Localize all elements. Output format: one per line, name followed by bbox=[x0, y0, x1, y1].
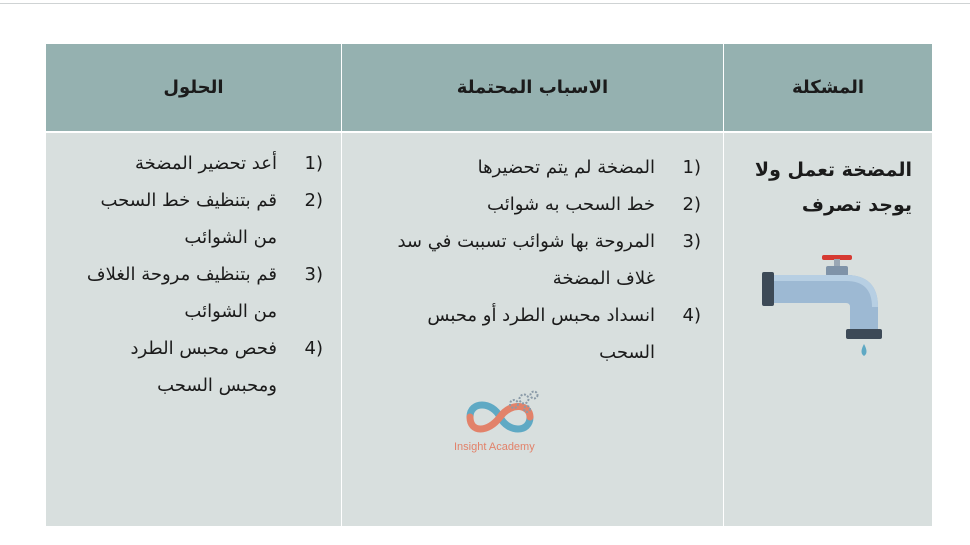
solutions-column bbox=[46, 44, 342, 526]
list-number: 3) bbox=[682, 231, 701, 252]
problem-text: المضخة تعمل ولا يوجد تصرف bbox=[754, 159, 912, 216]
list-text: أعد تحضير المضخة bbox=[134, 153, 277, 174]
list-number: 2) bbox=[682, 194, 701, 215]
solutions-list bbox=[83, 145, 323, 404]
insight-academy-logo bbox=[448, 387, 558, 463]
problem-column bbox=[724, 44, 932, 526]
problem-cell bbox=[724, 133, 932, 526]
list-item bbox=[371, 149, 701, 186]
list-text: المروحة بها شوائب تسببت في سد غلاف المضخة bbox=[397, 231, 655, 289]
list-text: قم بتنظيف مروحة الغلاف من الشوائب bbox=[86, 264, 277, 322]
header-solutions: الحلول bbox=[46, 44, 341, 133]
causes-column bbox=[342, 44, 724, 526]
infinity-gears-logo-icon bbox=[448, 387, 558, 443]
list-number: 1) bbox=[682, 157, 701, 178]
causes-cell bbox=[342, 133, 723, 526]
list-text: قم بتنظيف خط السحب من الشوائب bbox=[100, 190, 277, 248]
water-tap-icon bbox=[760, 249, 900, 384]
list-item bbox=[83, 182, 323, 256]
troubleshooting-table bbox=[46, 44, 932, 526]
list-number: 4) bbox=[682, 305, 701, 326]
list-number: 4) bbox=[304, 338, 323, 359]
list-item bbox=[371, 223, 701, 297]
list-number: 2) bbox=[304, 190, 323, 211]
list-text: خط السحب به شوائب bbox=[487, 194, 655, 215]
list-text: المضخة لم يتم تحضيرها bbox=[477, 157, 655, 178]
header-causes: الاسباب المحتملة bbox=[342, 44, 723, 133]
list-item bbox=[83, 330, 323, 404]
list-text: فحص محبس الطرد ومحبس السحب bbox=[130, 338, 277, 396]
list-text: انسداد محبس الطرد أو محبس السحب bbox=[427, 305, 655, 363]
solutions-cell bbox=[46, 133, 341, 526]
list-number: 1) bbox=[304, 153, 323, 174]
list-item bbox=[83, 145, 323, 182]
logo-text: Insight Academy bbox=[454, 441, 535, 453]
top-divider bbox=[0, 3, 970, 4]
header-problem: المشكلة bbox=[724, 44, 932, 133]
list-item bbox=[83, 256, 323, 330]
list-item bbox=[371, 186, 701, 223]
causes-list bbox=[371, 149, 701, 371]
list-item bbox=[371, 297, 701, 371]
list-number: 3) bbox=[304, 264, 323, 285]
